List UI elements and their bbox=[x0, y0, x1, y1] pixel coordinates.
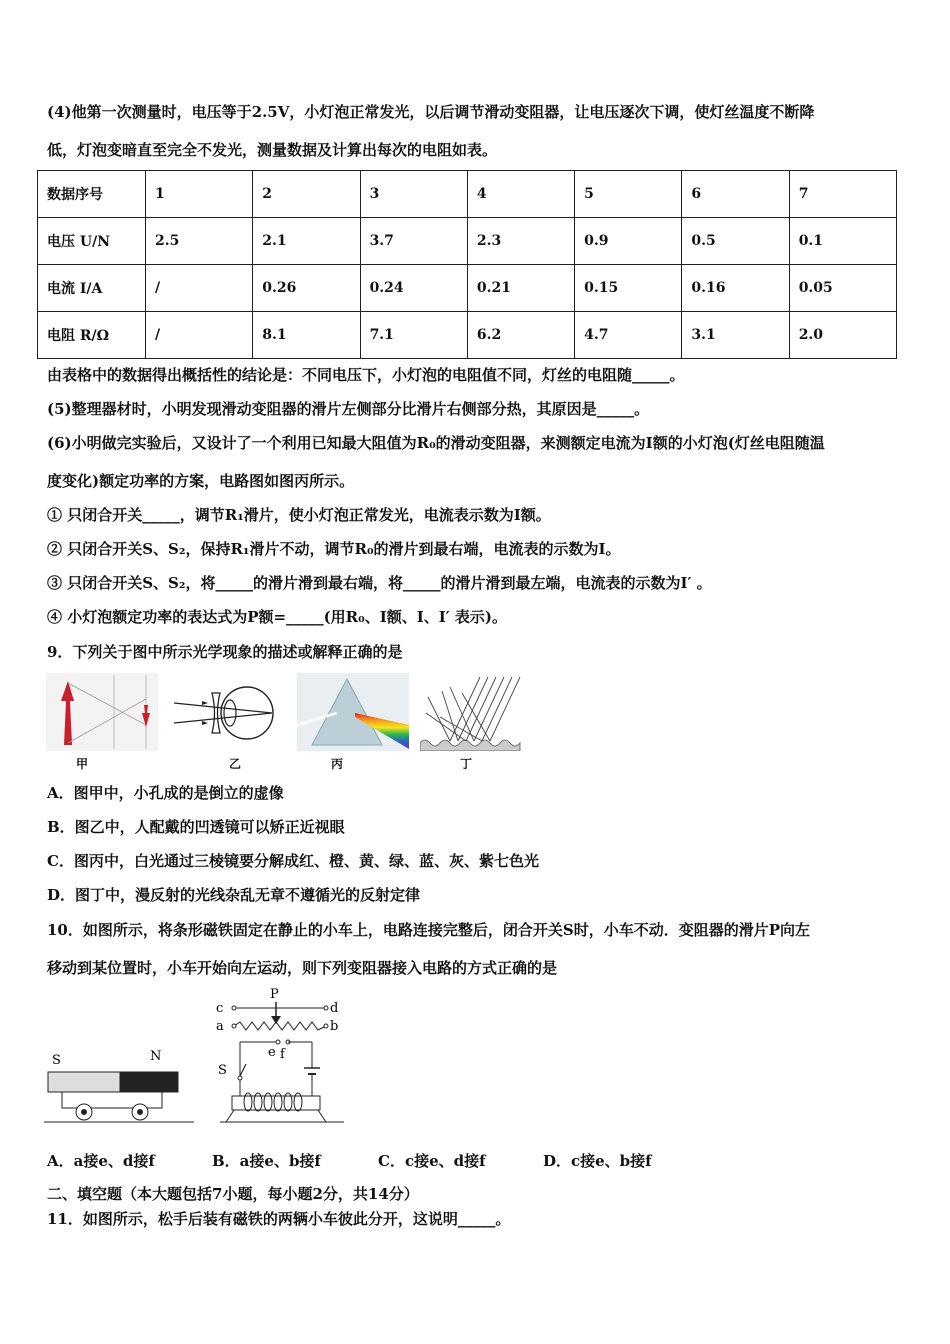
q8-conclusion: 由表格中的数据得出概括性的结论是：不同电压下，小灯泡的电阻值不同，灯丝的电阻随_____。 bbox=[47, 366, 685, 384]
figure-caption: 丁 bbox=[460, 757, 473, 771]
q10-stem-line2: 移动到某位置时，小车开始向左运动，则下列变阻器接入电路的方式正确的是 bbox=[47, 959, 558, 977]
table-cell: 2.5 bbox=[146, 218, 253, 265]
q9-option-c: C．图丙中，白光通过三棱镜要分解成红、橙、黄、绿、蓝、灰、紫七色光 bbox=[47, 852, 539, 870]
prism-figure bbox=[297, 673, 409, 751]
q11-stem: 11．如图所示，松手后装有磁铁的两辆小车彼此分开，这说明_____。 bbox=[47, 1210, 511, 1228]
q8-part5: (5)整理器材时，小明发现滑动变阻器的滑片左侧部分比滑片右侧部分热，其原因是_____。 bbox=[47, 400, 650, 418]
table-row bbox=[38, 218, 897, 265]
label-p: P bbox=[270, 987, 279, 1002]
table-cell: 3.7 bbox=[360, 218, 467, 265]
table-cell: 7.1 bbox=[360, 312, 467, 359]
label-f: f bbox=[280, 1047, 285, 1062]
table-cell: 6 bbox=[682, 171, 789, 218]
q8-part6-line1: (6)小明做完实验后，又设计了一个利用已知最大阻值为R₀的滑动变阻器，来测额定电流为I额的小灯泡(灯丝电阻随温 bbox=[47, 434, 825, 452]
q9-option-d: D．图丁中，漫反射的光线杂乱无章不遵循光的反射定律 bbox=[47, 886, 421, 904]
q10-option-d: D．c接e、b接f bbox=[543, 1152, 652, 1170]
label-magnet-n: N bbox=[150, 1049, 162, 1064]
table-cell: 2 bbox=[253, 171, 360, 218]
table-cell: 1 bbox=[146, 171, 253, 218]
q10-option-b: B．a接e、b接f bbox=[212, 1152, 321, 1170]
q8-step3: ③ 只闭合开关S、S₂，将_____的滑片滑到最右端，将_____的滑片滑到最左端，电流表的示数为I′ 。 bbox=[47, 574, 712, 592]
table-cell: 0.9 bbox=[575, 218, 682, 265]
table-cell: 2.3 bbox=[467, 218, 574, 265]
label-e: e bbox=[268, 1045, 276, 1060]
table-cell: 2.1 bbox=[253, 218, 360, 265]
q9-stem: 9．下列关于图中所示光学现象的描述或解释正确的是 bbox=[47, 643, 403, 661]
label-d: d bbox=[330, 1001, 339, 1016]
table-cell: 0.21 bbox=[467, 265, 574, 312]
magnet-cart-circuit-figure bbox=[44, 984, 354, 1132]
table-cell: 3 bbox=[360, 171, 467, 218]
table-cell: 0.16 bbox=[682, 265, 789, 312]
table-cell: 7 bbox=[789, 171, 896, 218]
table-cell: 5 bbox=[575, 171, 682, 218]
q8-part4-line2: 低，灯泡变暗直至完全不发光，测量数据及计算出每次的电阻如表。 bbox=[47, 141, 498, 159]
q8-part4-line1: (4)他第一次测量时，电压等于2.5V，小灯泡正常发光，以后调节滑动变阻器，让电压逐次下调，使灯丝温度不断降 bbox=[47, 103, 815, 121]
label-b: b bbox=[330, 1019, 339, 1034]
table-cell: 4.7 bbox=[575, 312, 682, 359]
table-cell: 2.0 bbox=[789, 312, 896, 359]
q9-option-b: B．图乙中，人配戴的凹透镜可以矫正近视眼 bbox=[47, 818, 345, 836]
q9-option-a: A．图甲中，小孔成的是倒立的虚像 bbox=[47, 784, 284, 802]
q8-part6-line2: 度变化)额定功率的方案，电路图如图丙所示。 bbox=[47, 472, 355, 490]
eye-lens-figure bbox=[172, 683, 282, 743]
table-header-cell: 电阻 R/Ω bbox=[38, 312, 146, 359]
table-cell: 0.15 bbox=[575, 265, 682, 312]
q8-step4: ④ 小灯泡额定功率的表达式为P额=_____(用R₀、I额、I、I′ 表示)。 bbox=[47, 608, 508, 626]
label-a: a bbox=[216, 1019, 224, 1034]
measurement-table bbox=[37, 170, 897, 359]
table-header-cell: 电流 I/A bbox=[38, 265, 146, 312]
table-row bbox=[38, 312, 897, 359]
table-cell: / bbox=[146, 265, 253, 312]
figure-caption: 丙 bbox=[331, 757, 344, 771]
table-cell: 0.24 bbox=[360, 265, 467, 312]
q8-step1: ① 只闭合开关_____，调节R₁滑片，使小灯泡正常发光，电流表示数为I额。 bbox=[47, 506, 551, 524]
section2-heading: 二、填空题（本大题包括7小题，每小题2分，共14分） bbox=[47, 1185, 419, 1203]
label-switch-s: S bbox=[218, 1063, 227, 1078]
figure-caption: 甲 bbox=[76, 757, 89, 771]
label-magnet-s: S bbox=[52, 1053, 61, 1068]
q10-option-a: A．a接e、d接f bbox=[47, 1152, 155, 1170]
diffuse-reflection-figure bbox=[420, 673, 522, 751]
table-cell: 3.1 bbox=[682, 312, 789, 359]
table-cell: 8.1 bbox=[253, 312, 360, 359]
table-row bbox=[38, 171, 897, 218]
table-cell: / bbox=[146, 312, 253, 359]
table-cell: 6.2 bbox=[467, 312, 574, 359]
q10-stem-line1: 10．如图所示，将条形磁铁固定在静止的小车上，电路连接完整后，闭合开关S时，小车不动．变阻器的滑片P向左 bbox=[47, 921, 810, 939]
q8-step2: ② 只闭合开关S、S₂，保持R₁滑片不动，调节R₀的滑片到最右端，电流表的示数为I。 bbox=[47, 540, 621, 558]
q10-option-c: C．c接e、d接f bbox=[378, 1152, 486, 1170]
table-header-cell: 电压 U/N bbox=[38, 218, 146, 265]
table-cell: 0.05 bbox=[789, 265, 896, 312]
label-c: c bbox=[216, 1001, 224, 1016]
table-cell: 0.1 bbox=[789, 218, 896, 265]
table-cell: 0.26 bbox=[253, 265, 360, 312]
table-row bbox=[38, 265, 897, 312]
table-cell: 0.5 bbox=[682, 218, 789, 265]
figure-caption: 乙 bbox=[229, 757, 242, 771]
pinhole-figure bbox=[46, 673, 158, 751]
table-cell: 4 bbox=[467, 171, 574, 218]
table-header-cell: 数据序号 bbox=[38, 171, 146, 218]
